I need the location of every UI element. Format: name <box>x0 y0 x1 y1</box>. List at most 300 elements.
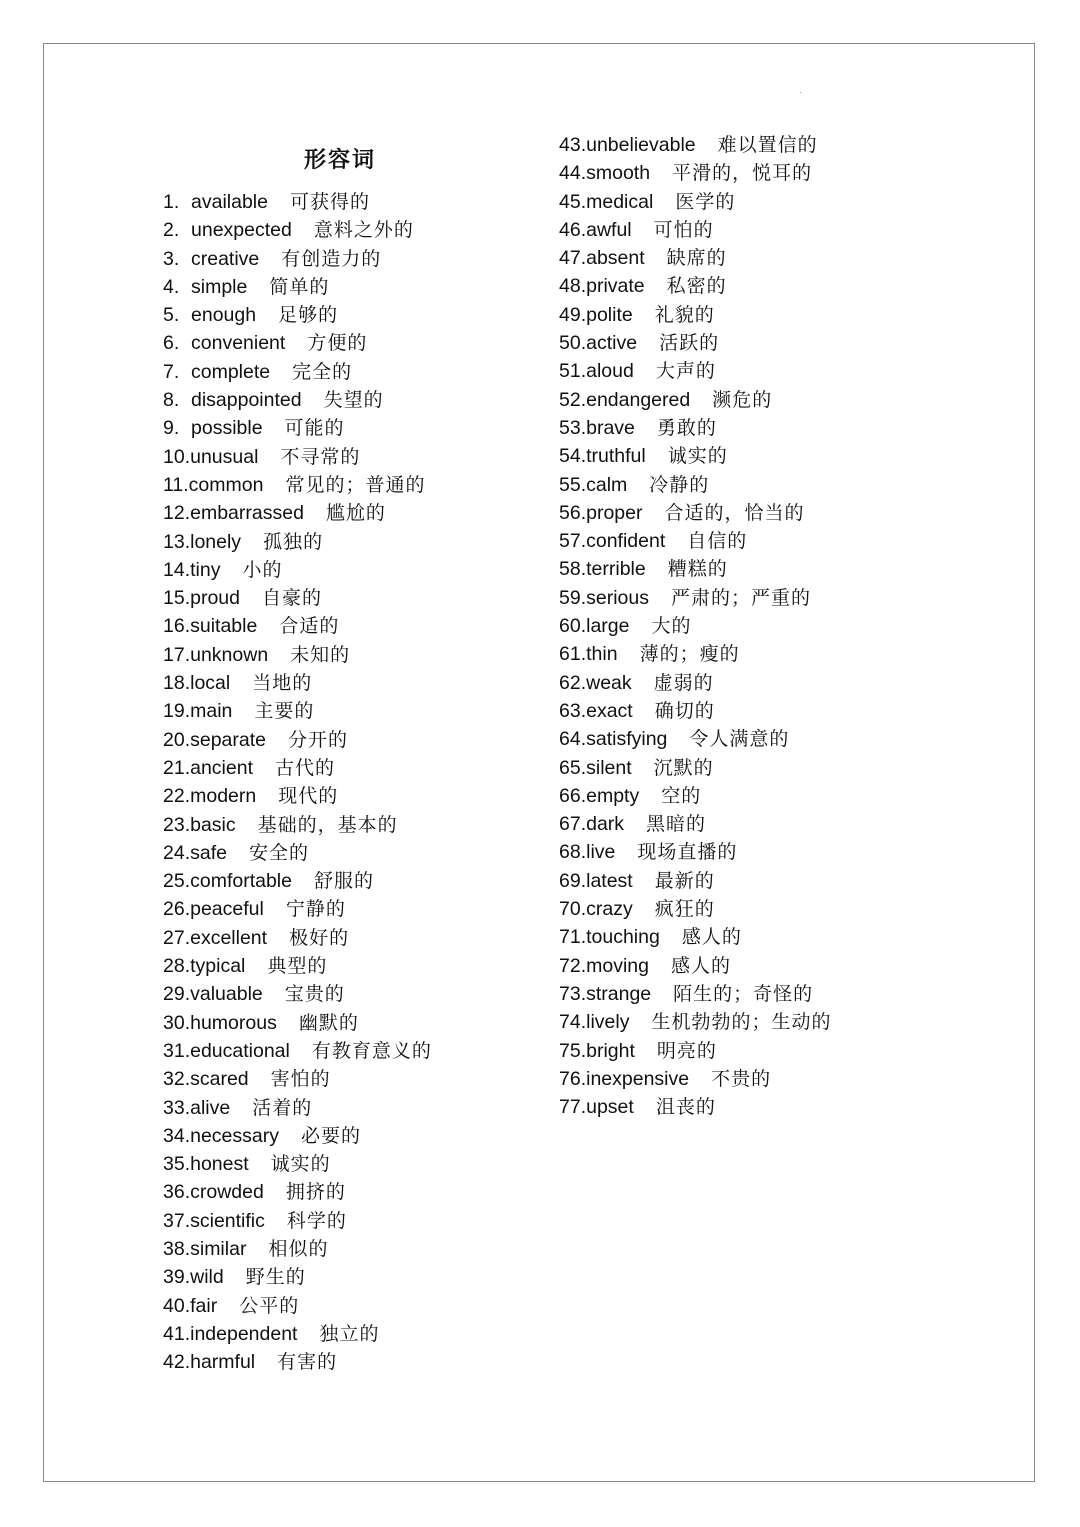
vocab-entry <box>559 697 831 725</box>
entry-number: 16. <box>163 615 191 638</box>
vocab-entry <box>163 754 432 782</box>
vocab-entry <box>163 726 432 754</box>
chinese-meaning: 未知的 <box>290 643 351 666</box>
english-word: local <box>190 672 231 695</box>
entry-number: 58. <box>559 558 587 581</box>
vocab-entry <box>559 555 831 583</box>
chinese-meaning: 当地的 <box>252 672 313 695</box>
english-word: calm <box>586 473 628 496</box>
english-word: peaceful <box>190 898 264 921</box>
vocab-entry <box>559 838 831 866</box>
english-word: private <box>586 275 645 298</box>
vocab-entry <box>163 414 432 442</box>
vocab-list-left <box>163 188 432 1376</box>
english-word: empty <box>586 784 640 807</box>
vocab-entry <box>163 811 432 839</box>
entry-number: 13. <box>163 530 191 553</box>
entry-number: 37. <box>163 1209 191 1232</box>
entry-number: 61. <box>559 643 587 666</box>
chinese-meaning: 宝贵的 <box>284 983 345 1006</box>
english-word: terrible <box>586 558 646 581</box>
entry-number: 60. <box>559 615 587 638</box>
entry-number: 29. <box>163 983 191 1006</box>
english-word: humorous <box>190 1011 277 1034</box>
vocab-entry <box>163 1263 432 1291</box>
english-word: scientific <box>190 1209 265 1232</box>
entry-number: 56. <box>559 501 587 524</box>
english-word: educational <box>190 1039 290 1062</box>
entry-number: 8. <box>163 389 180 412</box>
vocab-entry <box>163 273 432 301</box>
chinese-meaning: 可能的 <box>284 417 345 440</box>
entry-number: 40. <box>163 1294 191 1317</box>
english-word: alive <box>190 1096 231 1119</box>
vocab-entry <box>163 980 432 1008</box>
english-word: safe <box>190 841 227 864</box>
entry-number: 50. <box>559 332 587 355</box>
vocab-entry <box>559 782 831 810</box>
english-word: unusual <box>190 445 259 468</box>
chinese-meaning: 合适的，恰当的 <box>664 501 805 524</box>
english-word: moving <box>586 954 649 977</box>
english-word: aloud <box>586 360 634 383</box>
chinese-meaning: 冷静的 <box>649 473 710 496</box>
english-word: proud <box>190 587 240 610</box>
chinese-meaning: 陌生的；奇怪的 <box>673 982 814 1005</box>
english-word: comfortable <box>190 870 292 893</box>
entry-number: 54. <box>559 445 587 468</box>
chinese-meaning: 虚弱的 <box>653 671 714 694</box>
english-word: modern <box>190 785 257 808</box>
entry-number: 15. <box>163 587 191 610</box>
english-word: possible <box>191 417 263 440</box>
english-word: upset <box>586 1096 634 1119</box>
chinese-meaning: 疯狂的 <box>654 898 715 921</box>
vocab-list-right <box>559 131 831 1121</box>
english-word: wild <box>190 1266 224 1289</box>
entry-number: 69. <box>559 869 587 892</box>
vocab-entry <box>163 641 432 669</box>
english-word: common <box>188 473 264 496</box>
chinese-meaning: 不贵的 <box>711 1067 772 1090</box>
english-word: thin <box>586 643 618 666</box>
entry-number: 57. <box>559 530 587 553</box>
english-word: endangered <box>586 388 691 411</box>
vocab-entry <box>163 1320 432 1348</box>
english-word: bright <box>586 1039 635 1062</box>
chinese-meaning: 孤独的 <box>263 530 324 553</box>
chinese-meaning: 生机勃勃的；生动的 <box>651 1011 832 1034</box>
english-word: scared <box>190 1068 249 1091</box>
entry-number: 23. <box>163 813 191 836</box>
vocab-entry <box>559 980 831 1008</box>
vocab-entry <box>163 584 432 612</box>
vocab-entry <box>559 895 831 923</box>
chinese-meaning: 宁静的 <box>285 898 346 921</box>
entry-number: 45. <box>559 190 587 213</box>
english-word: disappointed <box>191 389 302 412</box>
vocab-entry <box>163 216 432 244</box>
english-word: satisfying <box>586 728 668 751</box>
chinese-meaning: 明亮的 <box>656 1039 717 1062</box>
chinese-meaning: 现代的 <box>278 785 339 808</box>
chinese-meaning: 礼貌的 <box>654 303 715 326</box>
vocab-entry <box>559 357 831 385</box>
page-title: 形容词 <box>304 147 377 173</box>
chinese-meaning: 合适的 <box>279 615 340 638</box>
vocab-entry <box>163 528 432 556</box>
entry-number: 2. <box>163 219 180 242</box>
entry-number: 34. <box>163 1124 191 1147</box>
entry-number: 22. <box>163 785 191 808</box>
english-word: weak <box>586 671 632 694</box>
english-word: strange <box>586 982 652 1005</box>
vocab-entry <box>559 867 831 895</box>
entry-number: 32. <box>163 1068 191 1091</box>
chinese-meaning: 自信的 <box>687 530 748 553</box>
english-word: separate <box>190 728 266 751</box>
vocab-entry <box>163 1037 432 1065</box>
vocab-entry <box>559 216 831 244</box>
entry-number: 51. <box>559 360 587 383</box>
chinese-meaning: 确切的 <box>654 699 715 722</box>
vocab-entry <box>559 952 831 980</box>
vocab-entry <box>559 1093 831 1121</box>
english-word: proper <box>586 501 643 524</box>
entry-number: 77. <box>559 1096 587 1119</box>
entry-number: 41. <box>163 1322 191 1345</box>
chinese-meaning: 有教育意义的 <box>311 1039 432 1062</box>
chinese-meaning: 现场直播的 <box>637 841 738 864</box>
english-word: exact <box>586 699 633 722</box>
vocab-entry <box>163 1235 432 1263</box>
entry-number: 3. <box>163 247 180 270</box>
entry-number: 70. <box>559 898 587 921</box>
vocab-entry <box>559 499 831 527</box>
chinese-meaning: 平滑的，悦耳的 <box>672 162 813 185</box>
chinese-meaning: 有害的 <box>277 1351 338 1374</box>
chinese-meaning: 常见的；普通的 <box>285 473 426 496</box>
entry-number: 1. <box>163 191 180 213</box>
entry-number: 7. <box>163 360 180 383</box>
english-word: silent <box>586 756 632 779</box>
entry-number: 76. <box>559 1067 587 1090</box>
entry-number: 49. <box>559 303 587 326</box>
entry-number: 48. <box>559 275 587 298</box>
chinese-meaning: 糟糕的 <box>667 558 728 581</box>
vocab-entry <box>163 329 432 357</box>
vocab-entry <box>559 471 831 499</box>
entry-number: 28. <box>163 955 191 978</box>
vocab-entry <box>163 839 432 867</box>
chinese-meaning: 意料之外的 <box>313 219 414 242</box>
english-word: excellent <box>190 926 268 949</box>
entry-number: 5. <box>163 304 180 327</box>
entry-number: 66. <box>559 784 587 807</box>
vocab-entry <box>163 669 432 697</box>
english-word: main <box>190 700 233 723</box>
english-word: convenient <box>191 332 286 355</box>
entry-number: 33. <box>163 1096 191 1119</box>
vocab-entry <box>163 1178 432 1206</box>
chinese-meaning: 野生的 <box>245 1266 306 1289</box>
vocab-entry <box>559 442 831 470</box>
english-word: dark <box>586 813 625 836</box>
vocab-entry <box>163 1094 432 1122</box>
entry-number: 18. <box>163 672 191 695</box>
english-word: available <box>191 191 268 213</box>
vocab-entry <box>163 1348 432 1376</box>
entry-number: 68. <box>559 841 587 864</box>
entry-number: 36. <box>163 1181 191 1204</box>
entry-number: 24. <box>163 841 191 864</box>
chinese-meaning: 勇敢的 <box>656 416 717 439</box>
chinese-meaning: 难以置信的 <box>717 134 818 156</box>
english-word: independent <box>190 1322 298 1345</box>
vocab-entry <box>559 1008 831 1036</box>
chinese-meaning: 简单的 <box>269 275 330 298</box>
english-word: lively <box>586 1011 630 1034</box>
chinese-meaning: 濒危的 <box>712 388 773 411</box>
entry-number: 74. <box>559 1011 587 1034</box>
chinese-meaning: 足够的 <box>278 304 339 327</box>
vocab-entry <box>163 697 432 725</box>
chinese-meaning: 分开的 <box>288 728 349 751</box>
vocab-entry <box>559 1037 831 1065</box>
chinese-meaning: 必要的 <box>300 1124 361 1147</box>
entry-number: 71. <box>559 926 587 949</box>
chinese-meaning: 有创造力的 <box>281 247 382 270</box>
entry-number: 53. <box>559 416 587 439</box>
english-word: crazy <box>586 898 633 921</box>
english-word: inexpensive <box>586 1067 690 1090</box>
vocab-entry <box>163 1065 432 1093</box>
vocab-entry <box>163 612 432 640</box>
english-word: active <box>586 332 638 355</box>
entry-number: 67. <box>559 813 587 836</box>
chinese-meaning: 空的 <box>661 784 702 807</box>
english-word: tiny <box>190 558 221 581</box>
english-word: honest <box>190 1153 249 1176</box>
vocab-entry <box>559 159 831 187</box>
chinese-meaning: 严肃的；严重的 <box>670 586 811 609</box>
entry-number: 25. <box>163 870 191 893</box>
chinese-meaning: 令人满意的 <box>689 728 790 751</box>
vocab-entry <box>163 1009 432 1037</box>
english-word: truthful <box>586 445 646 468</box>
vocab-entry <box>163 358 432 386</box>
entry-number: 43. <box>559 134 587 156</box>
chinese-meaning: 活着的 <box>252 1096 313 1119</box>
entry-number: 20. <box>163 728 191 751</box>
chinese-meaning: 沉默的 <box>653 756 714 779</box>
chinese-meaning: 基础的，基本的 <box>257 813 398 836</box>
chinese-meaning: 感人的 <box>670 954 731 977</box>
entry-number: 59. <box>559 586 587 609</box>
entry-number: 72. <box>559 954 587 977</box>
chinese-meaning: 私密的 <box>666 275 727 298</box>
english-word: large <box>586 615 630 638</box>
english-word: confident <box>586 530 666 553</box>
chinese-meaning: 相似的 <box>268 1237 329 1260</box>
english-word: medical <box>586 190 654 213</box>
entry-number: 47. <box>559 247 587 270</box>
english-word: basic <box>190 813 236 836</box>
english-word: touching <box>586 926 660 949</box>
chinese-meaning: 诚实的 <box>270 1153 331 1176</box>
chinese-meaning: 幽默的 <box>298 1011 359 1034</box>
chinese-meaning: 活跃的 <box>659 332 720 355</box>
vocab-entry <box>559 301 831 329</box>
vocab-entry <box>559 131 831 159</box>
entry-number: 55. <box>559 473 587 496</box>
chinese-meaning: 方便的 <box>307 332 368 355</box>
chinese-meaning: 独立的 <box>319 1322 380 1345</box>
vocab-entry <box>163 924 432 952</box>
english-word: fair <box>190 1294 218 1317</box>
english-word: brave <box>586 416 635 439</box>
english-word: crowded <box>190 1181 264 1204</box>
vocab-entry <box>559 923 831 951</box>
vocab-entry <box>163 188 432 216</box>
english-word: valuable <box>190 983 263 1006</box>
vocab-entry <box>163 245 432 273</box>
chinese-meaning: 极好的 <box>289 926 350 949</box>
chinese-meaning: 医学的 <box>675 190 736 213</box>
vocab-entry <box>559 272 831 300</box>
entry-number: 63. <box>559 699 587 722</box>
entry-number: 39. <box>163 1266 191 1289</box>
entry-number: 65. <box>559 756 587 779</box>
english-word: creative <box>191 247 260 270</box>
english-word: lonely <box>190 530 242 553</box>
chinese-meaning: 诚实的 <box>667 445 728 468</box>
entry-number: 11. <box>163 473 189 496</box>
vocab-entry <box>163 1207 432 1235</box>
vocab-entry <box>559 188 831 216</box>
vocab-entry <box>163 867 432 895</box>
vocab-entry <box>559 244 831 272</box>
vocab-entry <box>559 329 831 357</box>
entry-number: 52. <box>559 388 587 411</box>
chinese-meaning: 黑暗的 <box>646 813 707 836</box>
english-word: live <box>586 841 616 864</box>
vocab-entry <box>559 584 831 612</box>
chinese-meaning: 不寻常的 <box>280 445 361 468</box>
chinese-meaning: 科学的 <box>286 1209 347 1232</box>
vocab-entry <box>163 782 432 810</box>
entry-number: 62. <box>559 671 587 694</box>
chinese-meaning: 失望的 <box>323 389 384 412</box>
vocab-entry <box>559 669 831 697</box>
chinese-meaning: 舒服的 <box>314 870 375 893</box>
entry-number: 17. <box>163 643 191 666</box>
vocab-entry <box>559 754 831 782</box>
chinese-meaning: 自豪的 <box>261 587 322 610</box>
vocab-entry <box>559 414 831 442</box>
vocab-entry <box>559 810 831 838</box>
entry-number: 21. <box>163 756 191 779</box>
english-word: absent <box>586 247 645 270</box>
chinese-meaning: 害怕的 <box>270 1068 331 1091</box>
entry-number: 9. <box>163 417 180 440</box>
vocab-entry <box>163 556 432 584</box>
entry-number: 6. <box>163 332 180 355</box>
entry-number: 31. <box>163 1039 191 1062</box>
entry-number: 38. <box>163 1237 191 1260</box>
entry-number: 27. <box>163 926 191 949</box>
entry-number: 75. <box>559 1039 587 1062</box>
chinese-meaning: 典型的 <box>267 955 328 978</box>
chinese-meaning: 大声的 <box>655 360 716 383</box>
chinese-meaning: 感人的 <box>681 926 742 949</box>
english-word: typical <box>190 955 246 978</box>
vocab-entry <box>163 499 432 527</box>
english-word: unknown <box>190 643 269 666</box>
entry-number: 42. <box>163 1351 191 1374</box>
vocab-entry <box>163 1122 432 1150</box>
vocab-entry <box>163 471 432 499</box>
english-word: enough <box>191 304 257 327</box>
english-word: complete <box>191 360 271 383</box>
vocab-entry <box>163 386 432 414</box>
vocab-entry <box>163 952 432 980</box>
chinese-meaning: 拥挤的 <box>285 1181 346 1204</box>
chinese-meaning: 完全的 <box>292 360 353 383</box>
chinese-meaning: 安全的 <box>248 841 309 864</box>
vocab-entry <box>163 301 432 329</box>
english-word: polite <box>586 303 633 326</box>
entry-number: 19. <box>163 700 191 723</box>
entry-number: 26. <box>163 898 191 921</box>
chinese-meaning: 主要的 <box>254 700 315 723</box>
vocab-entry <box>559 725 831 753</box>
chinese-meaning: 可获得的 <box>289 191 370 213</box>
entry-number: 4. <box>163 275 180 298</box>
chinese-meaning: 缺席的 <box>666 247 727 270</box>
entry-number: 46. <box>559 218 587 241</box>
english-word: embarrassed <box>190 502 304 525</box>
english-word: serious <box>586 586 649 609</box>
chinese-meaning: 尴尬的 <box>325 502 386 525</box>
english-word: simple <box>191 275 248 298</box>
english-word: harmful <box>190 1351 256 1374</box>
vocab-entry <box>163 443 432 471</box>
chinese-meaning: 可怕的 <box>653 218 714 241</box>
entry-number: 30. <box>163 1011 191 1034</box>
chinese-meaning: 大的 <box>651 615 692 638</box>
chinese-meaning: 沮丧的 <box>655 1096 716 1119</box>
vocab-entry <box>163 1150 432 1178</box>
english-word: awful <box>586 218 632 241</box>
english-word: latest <box>586 869 633 892</box>
vocab-entry <box>163 895 432 923</box>
vocab-entry <box>559 527 831 555</box>
entry-number: 10. <box>163 445 191 468</box>
english-word: unbelievable <box>586 134 696 156</box>
chinese-meaning: 最新的 <box>654 869 715 892</box>
english-word: suitable <box>190 615 258 638</box>
entry-number: 64. <box>559 728 587 751</box>
vocab-entry <box>559 612 831 640</box>
english-word: smooth <box>586 162 651 185</box>
vocab-entry <box>163 1292 432 1320</box>
chinese-meaning: 公平的 <box>239 1294 300 1317</box>
vocab-entry <box>559 1065 831 1093</box>
entry-number: 44. <box>559 162 587 185</box>
entry-number: 12. <box>163 502 191 525</box>
chinese-meaning: 古代的 <box>275 756 336 779</box>
